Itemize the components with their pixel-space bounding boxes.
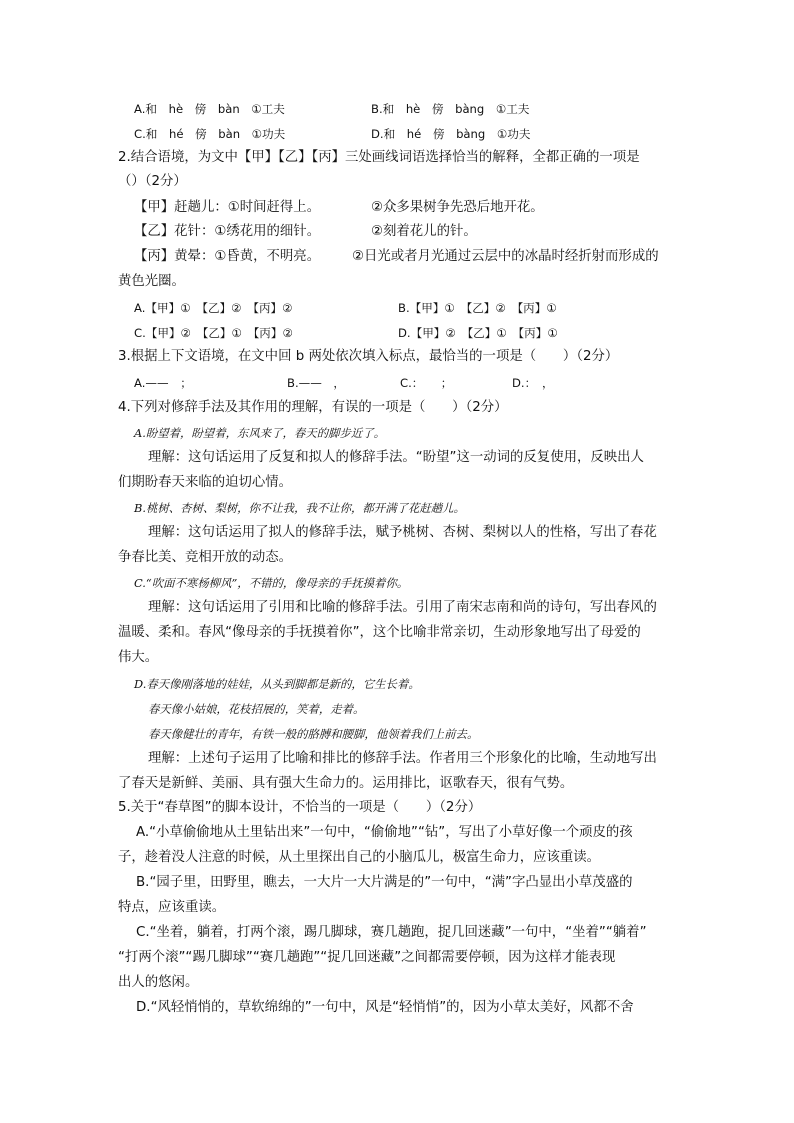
q1-option-c: C.和 hé 傍 bàn ①功夫 [134,127,286,141]
q2-yi-def1: 【乙】花针：①绣花用的细针。 [134,224,321,239]
q4-stem: 4.下列对修辞手法及其作用的理解，有误的一项是（ ）（2分） [118,400,508,415]
q3-option-a: A.—— ； [134,376,192,390]
q5-option-c-line3: 出人的悠闲。 [118,975,199,990]
q5-option-c-line2: “打两个滚”“踢几脚球”“赛几趟跑”“捉几回迷藏”之间都需要停顿，因为这样才能表现 [118,950,616,965]
q2-option-d: D.【甲】② 【乙】① 【丙】① [398,326,558,340]
q2-bing-def2-cont: 黄色光圈。 [118,274,185,289]
q4-c-explanation-2: 温暖、柔和。春风“像母亲的手抚摸着你”，这个比喻非常亲切，生动形象地写出了母爱的 [118,625,641,640]
q3-option-c: C.： ； [400,376,453,390]
q2-option-c: C.【甲】② 【乙】① 【丙】② [134,326,293,340]
q4-b-explanation-1: 理解：这句话运用了拟人的修辞手法，赋予桃树、杏树、梨树以人的性格，写出了春花 [148,525,657,540]
q5-option-d-line1: D.“风轻悄悄的，草软绵绵的”一句中，风是“轻悄悄”的，因为小草太美好，风都不舍 [136,1000,634,1015]
q4-b-explanation-2: 争春比美、竞相开放的动态。 [118,550,293,565]
q3-option-d: D.： ， [512,376,554,390]
q3-option-b: B.—— ， [287,376,346,390]
q4-a-explanation-1: 理解：这句话运用了反复和拟人的修辞手法。“盼望”这一动词的反复使用，反映出人 [148,450,644,465]
q4-c-explanation-1: 理解：这句话运用了引用和比喻的修辞手法。引用了南宋志南和尚的诗句，写出春风的 [148,600,657,615]
q4-a-sentence: A.盼望着，盼望着，东风来了，春天的脚步近了。 [134,426,386,440]
q5-option-a-line1: A.“小草偷偷地从土里钻出来”一句中，“偷偷地”“钻”，写出了小草好像一个顽皮的孩 [136,825,633,840]
q5-option-b-line1: B.“园子里，田野里，瞧去，一大片一大片满是的”一句中，“满”字凸显出小草茂盛的 [136,875,633,890]
q4-c-explanation-3: 伟大。 [118,650,159,665]
q5-option-b-line2: 特点，应该重读。 [118,900,226,915]
q1-option-a: A.和 hè 傍 bàn ①工夫 [134,102,285,116]
q1-option-b: B.和 hè 傍 bàng ①工夫 [371,102,530,116]
q2-stem-line1: 2.结合语境，为文中【甲】【乙】【丙】三处画线词语选择恰当的解释，全都正确的一项是 [118,150,640,165]
q4-c-sentence: C.“吹面不寒杨柳风”，不错的，像母亲的手抚摸着你。 [134,576,409,590]
q4-d-sentence-3: 春天像健壮的青年，有铁一般的胳膊和腰脚，他领着我们上前去。 [148,727,479,741]
q3-stem: 3.根据上下文语境，在文中回 b 两处依次填入标点，最恰当的一项是（ ）（2分） [118,349,619,364]
q2-option-b: B.【甲】① 【乙】② 【丙】① [398,301,557,315]
q4-b-sentence: B.桃树、杏树、梨树，你不让我，我不让你，都开满了花赶趟儿。 [134,501,465,515]
q4-d-explanation-1: 理解：上述句子运用了比喻和排比的修辞手法。作者用三个形象化的比喻，生动地写出 [148,751,657,766]
q4-a-explanation-2: 们期盼春天来临的迫切心情。 [118,475,293,490]
q2-bing-def2: ②日光或者月光通过云层中的冰晶时经折射而形成的 [352,249,659,264]
q4-d-sentence-1: D.春天像刚落地的娃娃，从头到脚都是新的，它生长着。 [134,677,420,691]
q2-stem-line2: （）（2分） [118,174,187,189]
q4-d-sentence-2: 春天像小姑娘，花枝招展的，笑着，走着。 [148,702,365,716]
q5-stem: 5.关于“春草图”的脚本设计，不恰当的一项是（ ）（2分） [118,800,482,815]
q5-option-a-line2: 子，趁着没人注意的时候，从土里探出自己的小脑瓜儿，极富生命力，应该重读。 [118,850,601,865]
q5-option-c-line1: C.“坐着，躺着，打两个滚，踢几脚球，赛几趟跑，捉几回迷藏”一句中，“坐着”“躺着” [136,925,647,940]
q2-jia-def1: 【甲】赶趟儿：①时间赶得上。 [134,200,321,215]
q2-yi-def2: ②刻着花儿的针。 [371,224,477,239]
q2-option-a: A.【甲】① 【乙】② 【丙】② [134,301,293,315]
q2-bing-def1: 【丙】黄晕：①昏黄，不明亮。 [134,249,321,264]
q4-d-explanation-2: 了春天是新鲜、美丽、具有强大生命力的。运用排比，讴歌春天，很有气势。 [118,776,574,791]
q2-jia-def2: ②众多果树争先恐后地开花。 [371,200,544,215]
q1-option-d: D.和 hé 傍 bàng ①功夫 [371,127,531,141]
